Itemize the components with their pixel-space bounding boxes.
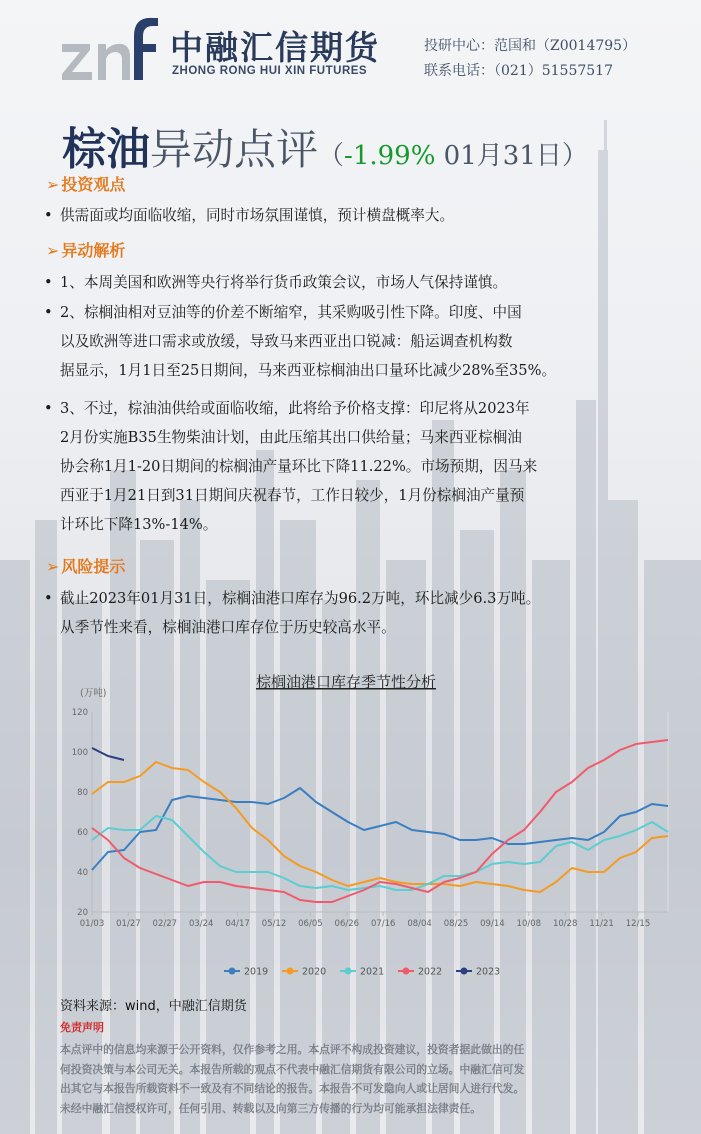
x-tick-label: 09/14	[480, 919, 505, 929]
title-open-paren: （	[318, 141, 345, 171]
series-line-2019	[92, 788, 668, 870]
title-date: 01月31日）	[435, 141, 588, 171]
legend-marker-2019	[229, 968, 236, 975]
title-product: 棕油	[62, 124, 150, 175]
risk-paragraph: • 截止2023年01月31日，棕榈油港口库存为96.2万吨，环比减少6.3万吨。 从季节性来看，棕榈油港口库存位于历史较高水平。	[44, 584, 664, 642]
legend-marker-2021	[345, 968, 352, 975]
x-tick-label: 08/25	[443, 919, 469, 929]
analysis-point-2: • 2、棕榈油相对豆油等的价差不断缩窄，其采购吸引性下降。印度、中国 以及欧洲等进口需求或放缓，导致马来西亚出口锐减：船运调查机构数 据显示，1月1日至25日期间，马来西亚棕榈油出口量环比减少28%至35%。	[44, 298, 664, 385]
bullet-icon: •	[44, 400, 53, 417]
x-tick-label: 01/27	[116, 919, 141, 929]
legend-label-2020: 2020	[302, 966, 327, 978]
phone-line: 联系电话：（021）51557517	[424, 63, 613, 79]
x-tick-label: 10/08	[516, 919, 542, 929]
view-paragraph: • 供需面或均面临收缩，同时市场氛围谨慎，预计横盘概率大。	[44, 201, 664, 230]
x-tick-label: 10/28	[552, 919, 578, 929]
y-tick-label: 60	[77, 828, 88, 838]
legend-label-2023: 2023	[476, 966, 501, 978]
bullet-icon: •	[44, 274, 53, 291]
bullet-icon: •	[44, 304, 53, 321]
x-tick-label: 07/16	[370, 919, 396, 929]
chart-title: 棕榈油港口库存季节性分析	[255, 673, 437, 691]
y-tick-label: 80	[77, 788, 88, 798]
legend-marker-2023	[461, 968, 468, 975]
section-head-risk: ➢ 风险提示	[46, 557, 126, 576]
x-tick-label: 08/04	[407, 919, 432, 929]
disclaimer-title: 免责声明	[60, 1021, 104, 1034]
bullet-icon: •	[44, 590, 53, 607]
arrow-icon: ➢	[46, 241, 60, 260]
legend-marker-2022	[403, 968, 410, 975]
x-tick-label: 01/03	[79, 919, 105, 929]
y-tick-label: 100	[71, 748, 88, 758]
disclaimer-text: 本点评中的信息均来源于公开资料，仅作参考之用。本点评不构成投资建议，投资者据此做出的任 何投资决策与本公司无关。本报告所载的观点不代表中融汇信期货有限公司的立场。中融汇信可发 出其它与本报告所载资料不一致及有不同结论的报告。本报告不可发隐向人或让居间人进行代发。 未经中融汇信授权许可，任何引用、转载以及向第三方传播的行为均可能承担法律责任。	[60, 1043, 525, 1115]
analysis-point-3: • 3、不过，棕油油供给或面临收缩，此将给予价格支撑：印尼将从2023年 2月份实施B35生物柴油计划，由此压缩其出口供给量；马来西亚棕榈油 协会称1月1-20日期间的棕榈油产量环比下降11.22%。市场预期，因马来 西亚于1月21日到31日期间庆祝春节，工作日较少，1月份棕榈油产量预 计环比下降13%-14%。	[44, 394, 664, 539]
company-name-en: ZHONG RONG HUI XIN FUTURES	[172, 65, 368, 77]
legend-label-2019: 2019	[244, 966, 269, 978]
x-tick-label: 02/27	[152, 919, 178, 929]
x-tick-label: 04/17	[225, 919, 250, 929]
section-head-analysis: ➢ 异动解析	[46, 241, 126, 260]
y-tick-label: 20	[77, 908, 88, 918]
x-tick-label: 06/26	[334, 919, 360, 929]
x-tick-label: 06/05	[298, 919, 323, 929]
report-header	[0, 0, 701, 95]
bullet-icon: •	[44, 207, 53, 224]
x-tick-label: 11/21	[589, 919, 614, 929]
y-tick-label: 40	[77, 868, 88, 878]
data-source: 资料来源：wind，中融汇信期货	[60, 999, 247, 1014]
title-type: 异动点评	[150, 125, 319, 174]
x-tick-label: 05/12	[261, 919, 287, 929]
company-name-cn: 中融汇信期货	[170, 28, 380, 67]
x-tick-label: 03/24	[188, 919, 214, 929]
legend-label-2022: 2022	[418, 966, 443, 978]
contact-info	[424, 34, 636, 84]
company-logo-icon	[60, 14, 160, 84]
analysis-point-1: • 1、本周美国和欧洲等央行将举行货币政策会议，市场人气保持谨慎。	[44, 268, 664, 297]
x-tick-label: 12/15	[625, 919, 651, 929]
section-head-view: ➢ 投资观点	[46, 175, 126, 194]
y-tick-label: 120	[71, 708, 88, 718]
chart-y-unit: (万吨)	[80, 688, 107, 699]
inventory-seasonal-chart	[40, 660, 680, 990]
analyst-line: 投研中心：范国和（Z0014795）	[424, 38, 637, 54]
arrow-icon: ➢	[46, 557, 60, 576]
price-change: -1.99%	[344, 141, 436, 171]
report-title	[62, 113, 588, 177]
series-line-2023	[92, 748, 124, 760]
arrow-icon: ➢	[46, 175, 60, 194]
legend-marker-2020	[287, 968, 294, 975]
legend-label-2021: 2021	[360, 966, 385, 978]
